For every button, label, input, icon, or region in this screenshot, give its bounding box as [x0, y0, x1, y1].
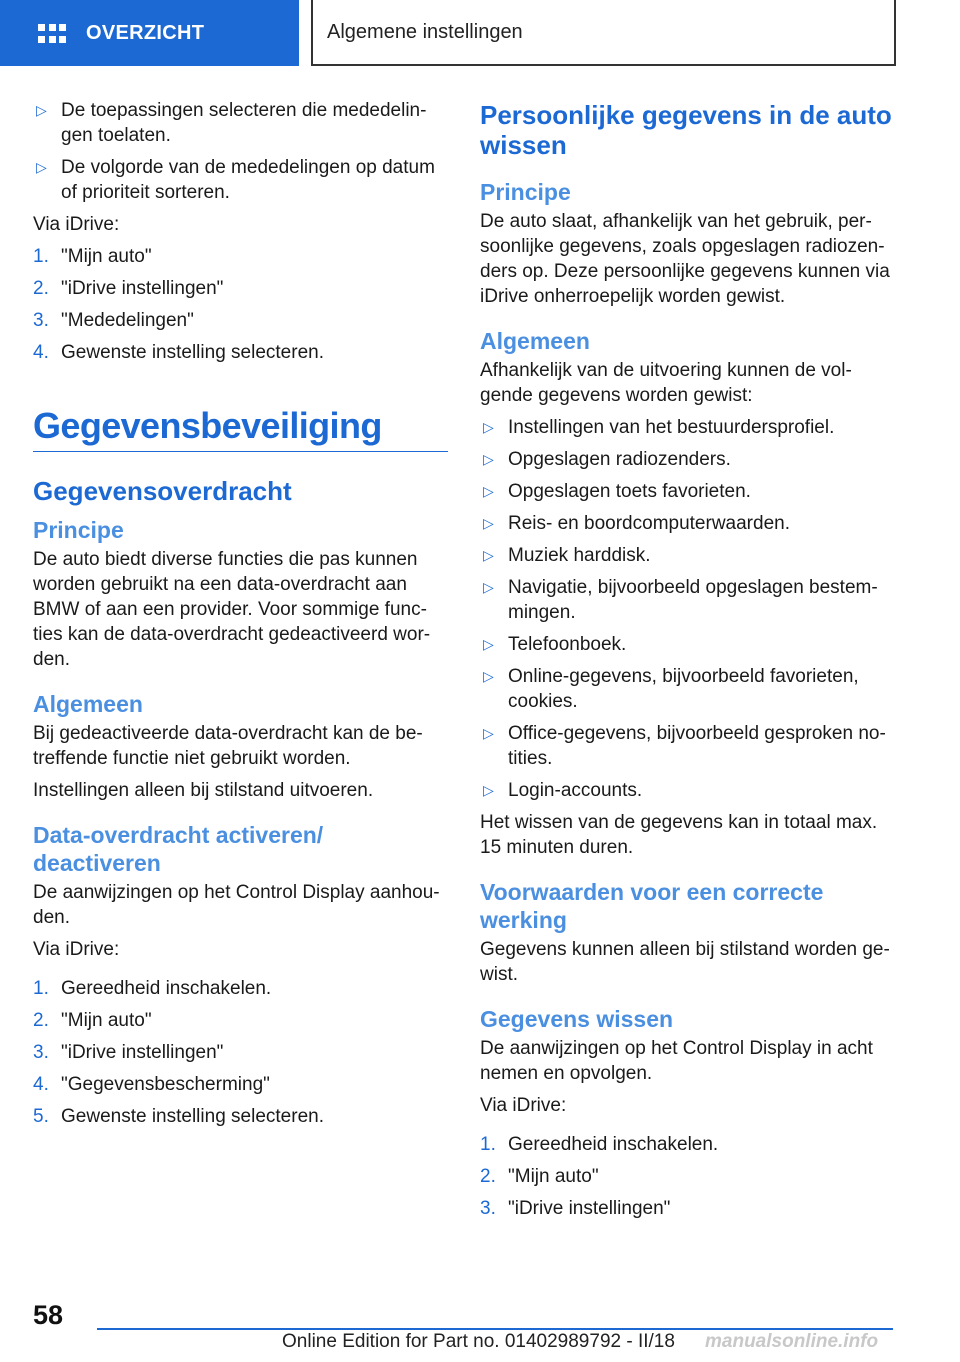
step-item: 2. "Mijn auto"	[480, 1166, 599, 1187]
triangle-bullet-icon: ▷	[36, 102, 47, 118]
left-column	[33, 98, 448, 1136]
triangle-bullet-icon: ▷	[483, 419, 494, 435]
step-item: 1. "Mijn auto"	[33, 246, 152, 267]
step-item: 3. "Mededelingen"	[33, 310, 194, 331]
footer-divider	[97, 1328, 893, 1330]
triangle-bullet-icon: ▷	[483, 636, 494, 652]
via-idrive-label: Via iDrive:	[33, 214, 120, 235]
list-item: ▷ Login-accounts.	[483, 780, 643, 801]
triangle-bullet-icon: ▷	[483, 451, 494, 467]
triangle-bullet-icon: ▷	[483, 668, 494, 684]
subheading-wissen: Gegevens wissen	[480, 1006, 674, 1032]
watermark-text: manualsonline.info	[705, 1331, 879, 1352]
section-heading: Gegevensoverdracht	[33, 476, 292, 506]
overview-label: OVERZICHT	[86, 21, 205, 44]
paragraph: De aanwijzingen op het Control Display in acht nemen en opvolgen.	[480, 1038, 873, 1084]
subheading-principe: Principe	[33, 517, 124, 543]
list-item: ▷ Navigatie, bijvoorbeeld opgeslagen bestem-mingen.	[483, 577, 878, 623]
triangle-bullet-icon: ▷	[483, 547, 494, 563]
triangle-bullet-icon: ▷	[483, 483, 494, 499]
triangle-bullet-icon: ▷	[483, 579, 494, 595]
step-item: 2. "Mijn auto"	[33, 1010, 152, 1031]
list-item: ▷ Reis- en boordcomputerwaarden.	[483, 513, 790, 534]
list-item: ▷ Office-gegevens, bijvoorbeeld gesproken no-tities.	[483, 723, 886, 769]
grid-icon	[38, 22, 66, 44]
page-number: 58	[33, 1300, 64, 1330]
paragraph: Afhankelijk van de uitvoering kunnen de vol-gende gegevens worden gewist:	[480, 360, 852, 406]
paragraph: De aanwijzingen op het Control Display aanhou-den.	[33, 882, 440, 928]
list-item: ▷ De volgorde van de mededelingen op datum of prioriteit sorteren.	[36, 157, 435, 203]
via-idrive-label: Via iDrive:	[480, 1095, 567, 1116]
list-item: ▷ Telefoonboek.	[483, 634, 627, 655]
subheading-algemeen: Algemeen	[480, 328, 590, 354]
paragraph: Bij gedeactiveerde data-overdracht kan de be-treffende functie niet gebruikt worden.	[33, 723, 423, 769]
section-heading: Persoonlijke gegevens in de auto wissen	[480, 100, 892, 160]
list-item: ▷ Opgeslagen radiozenders.	[483, 449, 731, 470]
step-item: 3. "iDrive instellingen"	[33, 1042, 224, 1063]
list-item: ▷ Online-gegevens, bijvoorbeeld favorieten, cookies.	[483, 666, 859, 712]
step-item: 5. Gewenste instelling selecteren.	[33, 1106, 324, 1127]
edition-text: Online Edition for Part no. 01402989792 - II/18	[282, 1331, 675, 1352]
subheading-algemeen: Algemeen	[33, 691, 143, 717]
overview-button[interactable]	[0, 0, 299, 66]
list-item: ▷ Instellingen van het bestuurdersprofiel.	[483, 417, 835, 438]
section-title: Algemene instellingen	[327, 20, 523, 43]
paragraph: De auto biedt diverse functies die pas kunnen worden gebruikt na een data-overdracht aan BMW of aan een provider. Voor sommige func-ties kan de data-overdracht gedeactiveerd wor-den.	[33, 549, 431, 670]
list-item: ▷ Muziek harddisk.	[483, 545, 651, 566]
triangle-bullet-icon: ▷	[483, 515, 494, 531]
triangle-bullet-icon: ▷	[36, 159, 47, 175]
triangle-bullet-icon: ▷	[483, 725, 494, 741]
step-item: 1. Gereedheid inschakelen.	[33, 978, 272, 999]
subheading-principe: Principe	[480, 179, 571, 205]
section-tab[interactable]	[311, 0, 896, 66]
paragraph: Het wissen van de gegevens kan in totaal max. 15 minuten duren.	[480, 812, 878, 858]
paragraph: De auto slaat, afhankelijk van het gebruik, per-soonlijke gegevens, zoals opgeslagen radiozen-ders op. Deze persoonlijke gegevens kunnen via iDrive onherroepelijk worden gewist.	[480, 211, 890, 307]
step-item: 4. Gewenste instelling selecteren.	[33, 342, 324, 363]
chapter-title: Gegevensbeveiliging	[33, 405, 448, 452]
paragraph: Instellingen alleen bij stilstand uitvoeren.	[33, 780, 374, 801]
subheading-activeren: Data-overdracht activeren/ deactiveren	[33, 822, 324, 876]
subheading-voorwaarden: Voorwaarden voor een correcte werking	[480, 879, 824, 933]
step-item: 4. "Gegevensbescherming"	[33, 1074, 270, 1095]
right-column	[480, 98, 895, 1228]
list-item: ▷ Opgeslagen toets favorieten.	[483, 481, 751, 502]
step-item: 3. "iDrive instellingen"	[480, 1198, 671, 1219]
triangle-bullet-icon: ▷	[483, 782, 494, 798]
step-item: 2. "iDrive instellingen"	[33, 278, 224, 299]
page-header	[0, 0, 960, 66]
paragraph: Gegevens kunnen alleen bij stilstand worden ge-wist.	[480, 939, 890, 985]
step-item: 1. Gereedheid inschakelen.	[480, 1134, 719, 1155]
via-idrive-label: Via iDrive:	[33, 939, 120, 960]
list-item: ▷ De toepassingen selecteren die mededelin-gen toelaten.	[36, 100, 427, 146]
